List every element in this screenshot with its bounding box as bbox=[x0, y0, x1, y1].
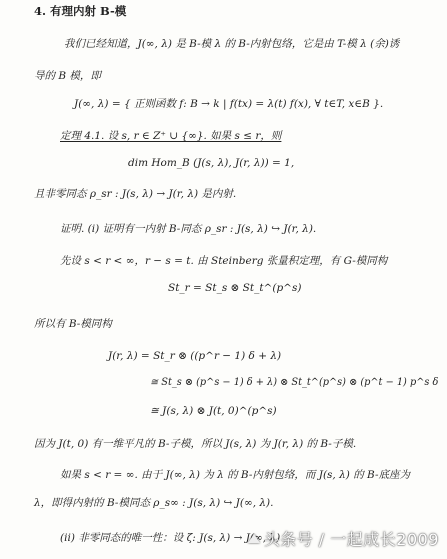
theorem-4-1: 定理 4.1. 设 s, r ∈ Z⁺ ∪ {∞}. 如果 s ≤ r，则 bbox=[60, 130, 282, 142]
text-line-nonzero-hom: 且非零同态 ρ_sr : J(s, λ) → J(r, λ) 是内射. bbox=[34, 188, 237, 200]
text-line-2: 导的 B 模，即 bbox=[34, 70, 101, 82]
equation-jr-1: J(r, λ) = St_r ⊗ ((p^r − 1) δ + λ) bbox=[108, 350, 282, 362]
proof-part-i: 证明. (i) 证明有一内射 B-同态 ρ_sr : J(s, λ) ↪ J(r, λ). bbox=[60, 223, 317, 235]
proof-part-ii: (ii) 非零同态的唯一性：设 ζ: J(s, λ) → J(∞, λ) bbox=[60, 532, 281, 544]
text-line-injective-hom: λ，即得内射的 B-模同态 ρ_s∞ : J(s, λ) ↪ J(∞, λ). bbox=[34, 497, 274, 509]
text-line-b-module-iso: 所以有 B-模同构 bbox=[34, 318, 112, 330]
equation-j-infinity: J(∞, λ) = { 正则函数 f: B → k | f(tx) = λ(t) f(x), ∀ t∈T, x∈B }. bbox=[74, 98, 384, 110]
toutiao-logo-icon bbox=[248, 534, 260, 543]
text-line-steinberg: 先设 s < r < ∞，r − s = t. 由 Steinberg 张量积定理，有 G-模同构 bbox=[60, 255, 388, 267]
text-line-case-infinity: 如果 s < r = ∞. 由于 J(∞, λ) 为 λ 的 B-内射包络，而 J(s, λ) 的 B-底座为 bbox=[60, 469, 410, 481]
equation-jr-2: ≅ St_s ⊗ (p^s − 1) δ + λ) ⊗ St_t^(p^s) ⊗ (p^t − 1) p^s δ bbox=[150, 377, 439, 388]
equation-steinberg: St_r = St_s ⊗ St_t^(p^s) bbox=[168, 282, 302, 294]
watermark-text: 头条号 / 一起成长2009 bbox=[263, 530, 439, 549]
text-line-trivial-submodule: 因为 J(t, 0) 有一维平凡的 B-子模，所以 J(s, λ) 为 J(r, λ) 的 B-子模. bbox=[34, 438, 357, 450]
equation-dim-hom: dim Hom_B (J(s, λ), J(r, λ)) = 1, bbox=[128, 157, 295, 169]
watermark bbox=[248, 527, 439, 550]
equation-jr-3: ≅ J(s, λ) ⊗ J(t, 0)^(p^s) bbox=[150, 405, 277, 417]
text-line-1: 我们已经知道，J(∞, λ) 是 B-模 λ 的 B-内射包络，它是由 T-模 λ (余)诱 bbox=[64, 38, 400, 50]
section-heading: 4. 有理内射 B-模 bbox=[34, 4, 127, 18]
